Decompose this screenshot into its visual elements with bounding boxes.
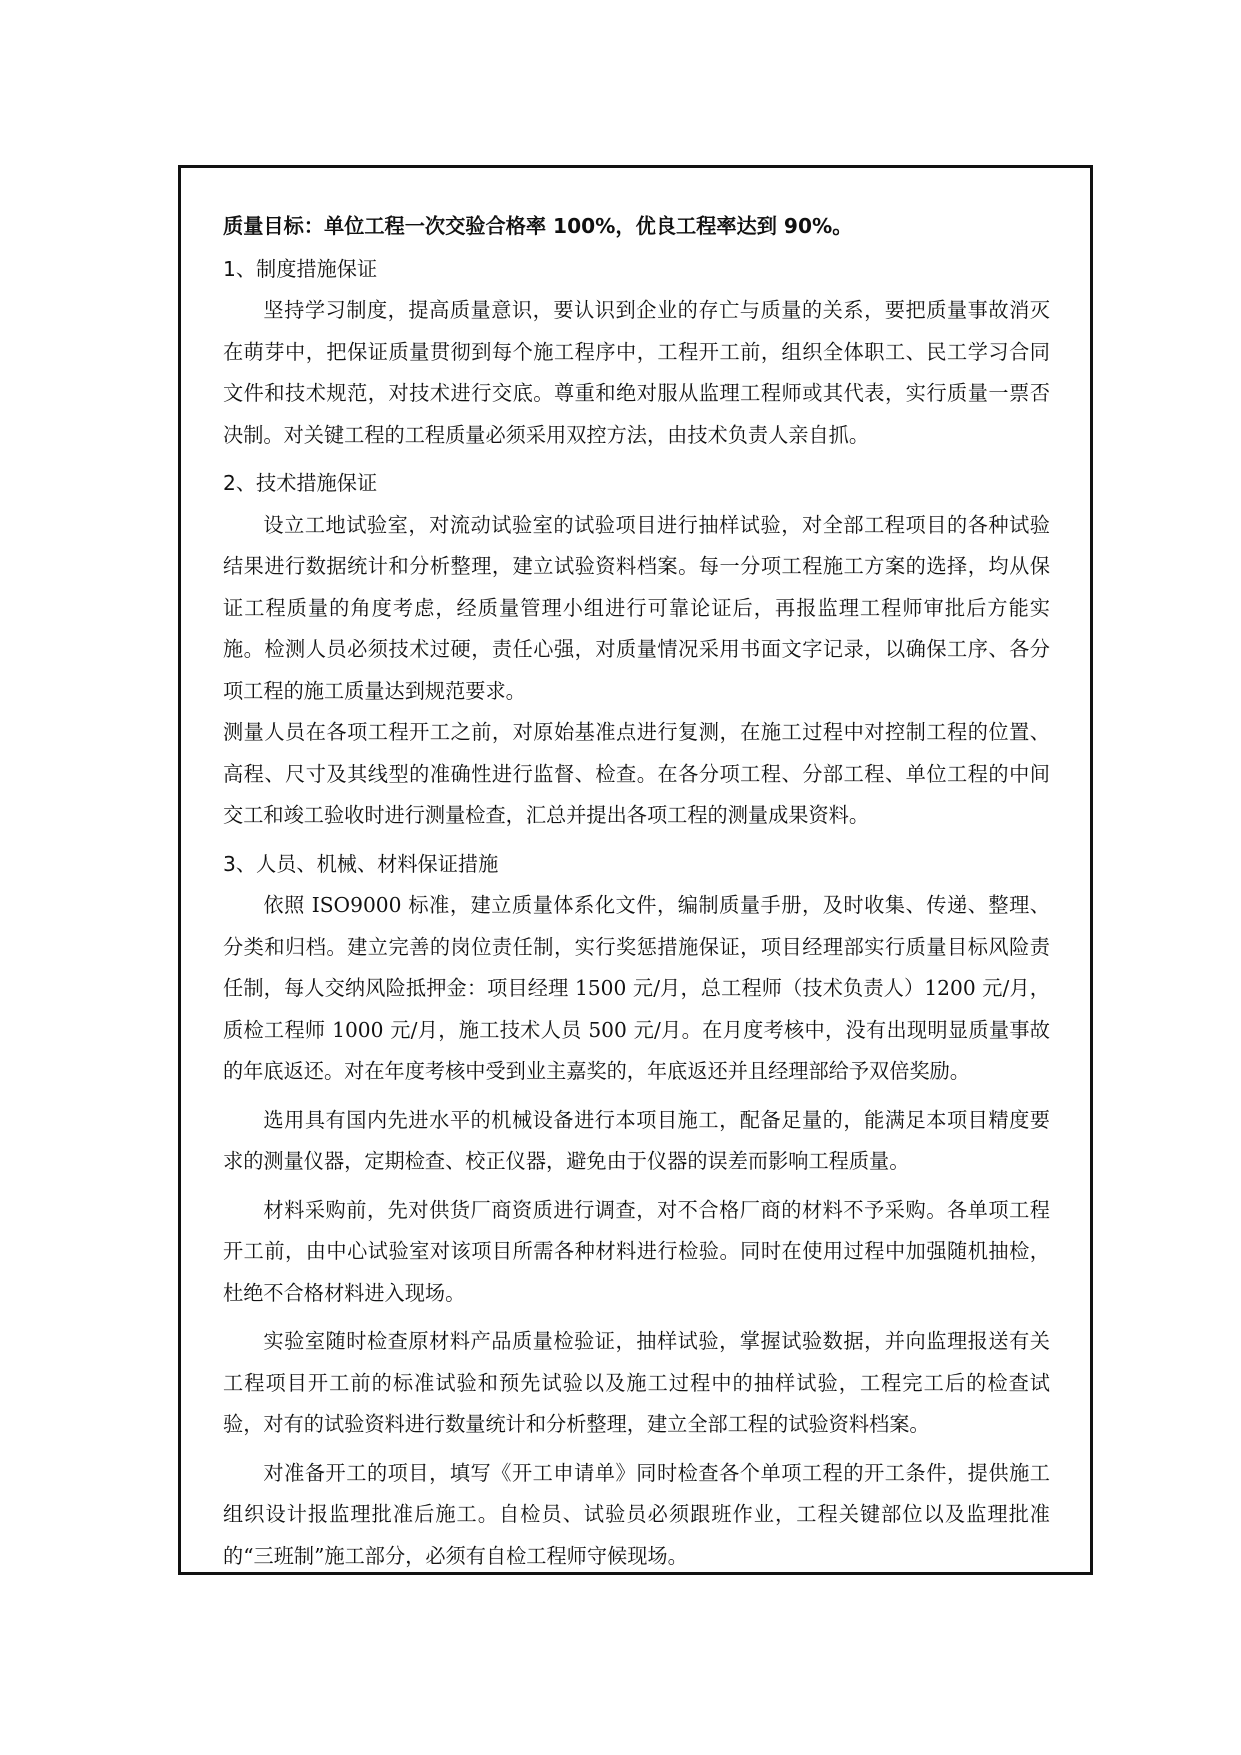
section-heading-1: 1、制度措施保证 [223,256,378,281]
section-1-paragraph-1: 坚持学习制度，提高质量意识，要认识到企业的存亡与质量的关系，要把质量事故消灭在萌芽中，把保证质量贯彻到每个施工程序中，工程开工前，组织全体职工、民工学习合同文件和技术规范，对技术进行交底。尊重和绝对服从监理工程师或其代表，实行质量一票否决制。对关键工程的工程质量必须采用双控方法，由技术负责人亲自抓。 [223,298,1050,447]
section-heading-3: 3、人员、机械、材料保证措施 [223,851,499,876]
section-heading-2: 2、技术措施保证 [223,471,378,495]
section-3-paragraph-3: 材料采购前，先对供货厂商资质进行调查，对不合格厂商的材料不予采购。各单项工程开工前，由中心试验室对该项目所需各种材料进行检验。同时在使用过程中加强随机抽检，杜绝不合格材料进入现场。 [223,1197,1050,1305]
quality-goal: 质量目标：单位工程一次交验合格率 100%，优良工程率达到 90%。 [223,214,853,238]
section-2-paragraph-2: 测量人员在各项工程开工之前，对原始基准点进行复测，在施工过程中对控制工程的位置、高程、尺寸及其线型的准确性进行监督、检查。在各分项工程、分部工程、单位工程的中间交工和竣工验收时进行测量检查，汇总并提出各项工程的测量成果资料。 [223,720,1050,827]
section-2-paragraph-1: 设立工地试验室，对流动试验室的试验项目进行抽样试验，对全部工程项目的各种试验结果进行数据统计和分析整理，建立试验资料档案。每一分项工程施工方案的选择，均从保证工程质量的角度考虑，经质量管理小组进行可靠论证后，再报监理工程师审批后方能实施。检测人员必须技术过硬，责任心强，对质量情况采用书面文字记录，以确保工序、各分项工程的施工质量达到规范要求。 [223,512,1050,703]
document-frame [178,165,1093,1575]
section-3-paragraph-1: 依照 ISO9000 标准，建立质量体系化文件，编制质量手册，及时收集、传递、整理、分类和归档。建立完善的岗位责任制，实行奖惩措施保证，项目经理部实行质量目标风险责任制，每人交纳风险抵押金：项目经理 1500 元/月，总工程师（技术负责人）1200 元/月，质检工程师 1000 元/月，施工技术人员 500 元/月。在月度考核中，没有出现明显质量事故的年底返还。对在年度考核中受到业主嘉奖的，年底返还并且经理部给予双倍奖励。 [223,893,1050,1083]
section-3-paragraph-2: 选用具有国内先进水平的机械设备进行本项目施工，配备足量的，能满足本项目精度要求的测量仪器，定期检查、校正仪器，避免由于仪器的误差而影响工程质量。 [223,1107,1050,1173]
section-3-paragraph-4: 实验室随时检查原材料产品质量检验证，抽样试验，掌握试验数据，并向监理报送有关工程项目开工前的标准试验和预先试验以及施工过程中的抽样试验，工程完工后的检查试验，对有的试验资料进行数量统计和分析整理，建立全部工程的试验资料档案。 [223,1329,1050,1436]
section-3-paragraph-5: 对准备开工的项目，填写《开工申请单》同时检查各个单项工程的开工条件，提供施工组织设计报监理批准后施工。自检员、试验员必须跟班作业，工程关键部位以及监理批准的“三班制”施工部分，必须有自检工程师守候现场。 [223,1460,1050,1568]
